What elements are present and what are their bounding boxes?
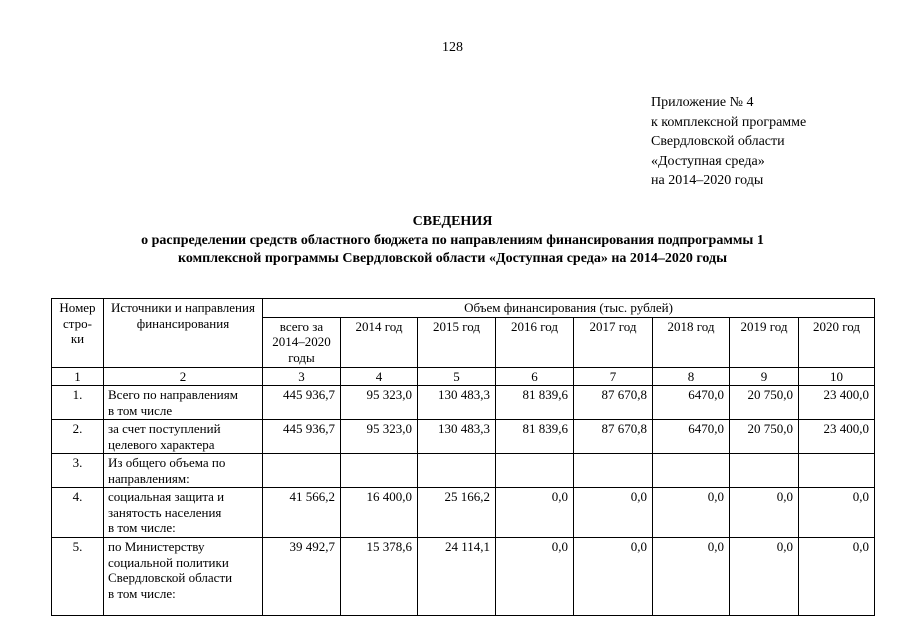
- value-cell: 445 936,7: [263, 420, 341, 454]
- value-cell: 0,0: [730, 488, 799, 538]
- title-line-2: комплексной программы Свердловской области «Доступная среда» на 2014–2020 годы: [177, 251, 728, 266]
- value-cell: 0,0: [653, 538, 730, 616]
- column-index-cell: 5: [418, 367, 496, 386]
- row-number: 5.: [52, 538, 104, 616]
- value-cell: 41 566,2: [263, 488, 341, 538]
- value-cell: 20 750,0: [730, 386, 799, 420]
- value-cell: 24 114,1: [418, 538, 496, 616]
- header-funding-volume: Объем финансирования (тыс. рублей): [263, 299, 875, 318]
- value-cell: [263, 454, 341, 488]
- value-cell: 95 323,0: [341, 386, 418, 420]
- appendix-line: Приложение № 4: [651, 95, 754, 110]
- value-cell: [574, 454, 653, 488]
- header-row: [52, 299, 875, 318]
- value-cell: 23 400,0: [799, 386, 875, 420]
- value-cell: 0,0: [496, 488, 574, 538]
- appendix-line: на 2014–2020 годы: [651, 173, 764, 188]
- header-sources: Источники и направления финансирования: [104, 299, 263, 368]
- column-index-cell: 7: [574, 367, 653, 386]
- header-year: 2019 год: [730, 317, 799, 367]
- page-number: 128: [442, 40, 463, 55]
- appendix-line: Свердловской области: [651, 134, 785, 149]
- value-cell: [799, 454, 875, 488]
- value-cell: 81 839,6: [496, 420, 574, 454]
- value-cell: [653, 454, 730, 488]
- table-row: [52, 538, 875, 616]
- value-cell: 0,0: [799, 488, 875, 538]
- value-cell: 130 483,3: [418, 420, 496, 454]
- value-cell: 0,0: [730, 538, 799, 616]
- value-cell: 87 670,8: [574, 420, 653, 454]
- row-number: 3.: [52, 454, 104, 488]
- value-cell: 39 492,7: [263, 538, 341, 616]
- value-cell: 25 166,2: [418, 488, 496, 538]
- table-row: [52, 454, 875, 488]
- value-cell: 16 400,0: [341, 488, 418, 538]
- value-cell: 445 936,7: [263, 386, 341, 420]
- column-index-cell: 8: [653, 367, 730, 386]
- value-cell: 130 483,3: [418, 386, 496, 420]
- title-heading: СВЕДЕНИЯ: [412, 214, 493, 229]
- value-cell: 23 400,0: [799, 420, 875, 454]
- value-cell: 6470,0: [653, 386, 730, 420]
- table-row: [52, 420, 875, 454]
- header-year: 2018 год: [653, 317, 730, 367]
- row-label: Из общего объема по направлениям:: [104, 454, 263, 488]
- value-cell: 0,0: [496, 538, 574, 616]
- row-label: Всего по направлениям в том числе: [104, 386, 263, 420]
- title-line-1: о распределении средств областного бюджета по направлениям финансирования подпрограммы 1: [141, 232, 764, 248]
- column-index-cell: 1: [52, 367, 104, 386]
- row-number: 1.: [52, 386, 104, 420]
- header-year: 2014 год: [341, 317, 418, 367]
- value-cell: [496, 454, 574, 488]
- appendix-line: «Доступная среда»: [651, 153, 765, 169]
- financing-table: [51, 298, 875, 616]
- value-cell: 15 378,6: [341, 538, 418, 616]
- value-cell: [730, 454, 799, 488]
- table-body: [52, 299, 875, 616]
- column-index-cell: 3: [263, 367, 341, 386]
- row-number: 2.: [52, 420, 104, 454]
- header-year: 2015 год: [418, 317, 496, 367]
- row-label: за счет поступлений целевого характера: [104, 420, 263, 454]
- header-number: Номер стро- ки: [52, 299, 104, 368]
- value-cell: 0,0: [574, 488, 653, 538]
- row-number: 4.: [52, 488, 104, 538]
- header-year: всего за 2014–2020 годы: [263, 317, 341, 367]
- value-cell: 6470,0: [653, 420, 730, 454]
- column-index-cell: 4: [341, 367, 418, 386]
- value-cell: 20 750,0: [730, 420, 799, 454]
- value-cell: 81 839,6: [496, 386, 574, 420]
- document-title: [0, 213, 905, 269]
- appendix-block: [651, 93, 806, 191]
- table-row: [52, 386, 875, 420]
- row-label: по Министерству социальной политики Свердловской области в том числе:: [104, 538, 263, 616]
- header-year: 2017 год: [574, 317, 653, 367]
- header-year: 2016 год: [496, 317, 574, 367]
- value-cell: 0,0: [653, 488, 730, 538]
- column-index-cell: 9: [730, 367, 799, 386]
- value-cell: 0,0: [799, 538, 875, 616]
- value-cell: [341, 454, 418, 488]
- column-index-cell: 2: [104, 367, 263, 386]
- table-row: [52, 488, 875, 538]
- value-cell: 0,0: [574, 538, 653, 616]
- column-index-cell: 6: [496, 367, 574, 386]
- row-label: социальная защита и занятость населения в том числе:: [104, 488, 263, 538]
- value-cell: 95 323,0: [341, 420, 418, 454]
- appendix-line: к комплексной программе: [651, 114, 807, 130]
- value-cell: 87 670,8: [574, 386, 653, 420]
- value-cell: [418, 454, 496, 488]
- header-year: 2020 год: [799, 317, 875, 367]
- column-index-cell: 10: [799, 367, 875, 386]
- column-index-row: [52, 367, 875, 386]
